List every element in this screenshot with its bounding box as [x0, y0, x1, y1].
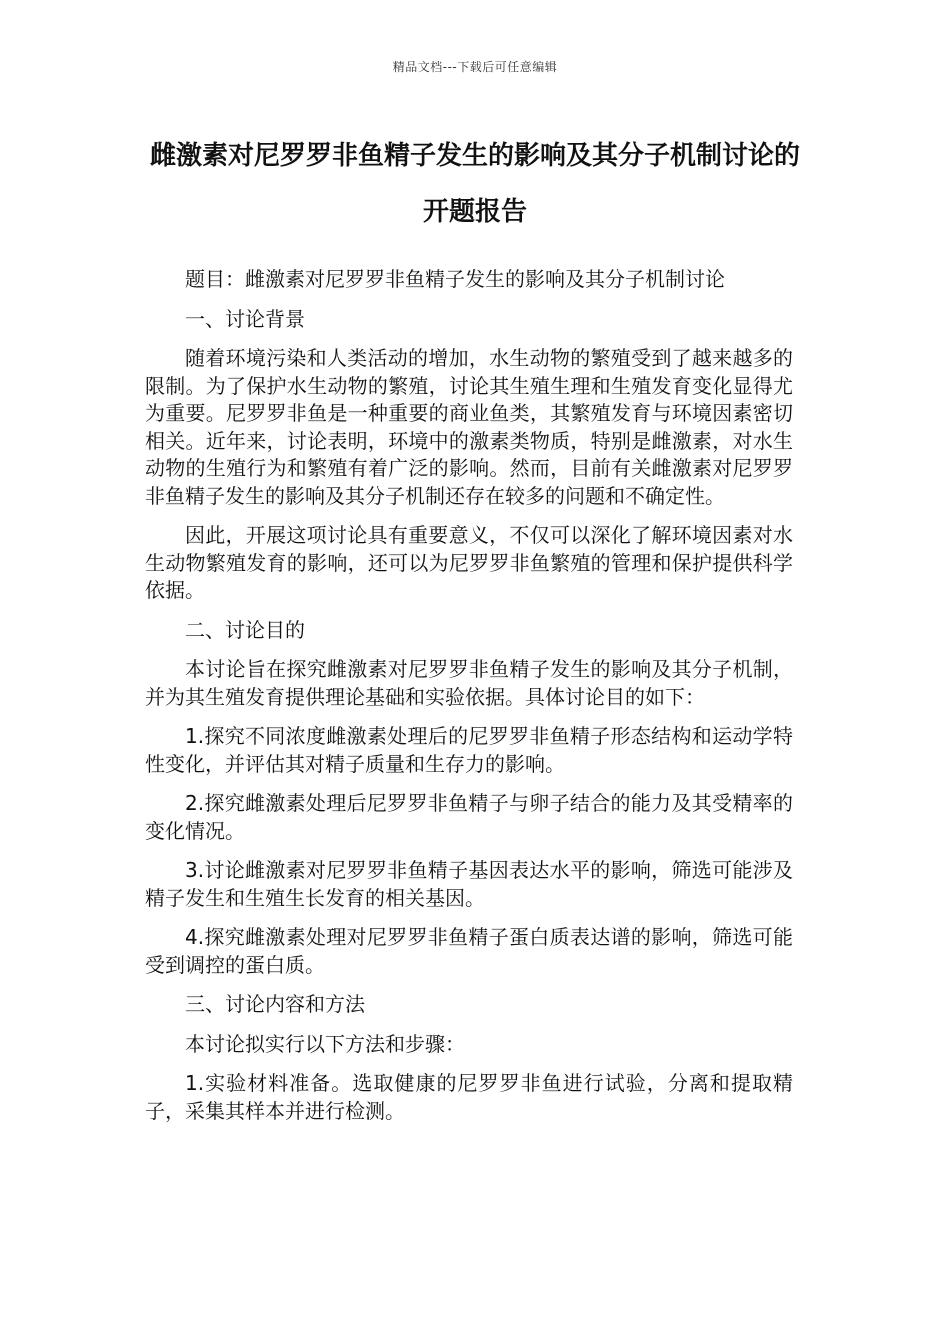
methods-item-1: 1.实验材料准备。选取健康的尼罗罗非鱼进行试验，分离和提取精子，采集其样本并进行检测。 [145, 1071, 793, 1123]
paragraph-methods-intro: 本讨论拟实行以下方法和步骤： [185, 1031, 465, 1056]
purpose-item-4: 4.探究雌激素处理对尼罗罗非鱼精子蛋白质表达谱的影响，筛选可能受到调控的蛋白质。 [145, 925, 793, 977]
topic-line: 题目：雌激素对尼罗罗非鱼精子发生的影响及其分子机制讨论 [185, 267, 725, 291]
paragraph-background-2: 因此，开展这项讨论具有重要意义，不仅可以深化了解环境因素对水生动物繁殖发育的影响，还可以为尼罗罗非鱼繁殖的管理和保护提供科学依据。 [145, 523, 793, 602]
section-heading-background: 一、讨论背景 [185, 306, 305, 331]
purpose-item-3: 3.讨论雌激素对尼罗罗非鱼精子基因表达水平的影响，筛选可能涉及精子发生和生殖生长发育的相关基因。 [145, 858, 793, 910]
paragraph-purpose-intro: 本讨论旨在探究雌激素对尼罗罗非鱼精子发生的影响及其分子机制，并为其生殖发育提供理论基础和实验依据。具体讨论目的如下： [145, 657, 793, 709]
header-note: 精品文档---下载后可任意编辑 [392, 60, 558, 74]
section-heading-purpose: 二、讨论目的 [185, 617, 305, 642]
purpose-item-2: 2.探究雌激素处理后尼罗罗非鱼精子与卵子结合的能力及其受精率的变化情况。 [145, 791, 793, 843]
paragraph-background-1: 随着环境污染和人类活动的增加，水生动物的繁殖受到了越来越多的限制。为了保护水生动物的繁殖，讨论其生殖生理和生殖发育变化显得尤为重要。尼罗罗非鱼是一种重要的商业鱼类，其繁殖发育与环境因素密切相关。近年来，讨论表明，环境中的激素类物质，特别是雌激素，对水生动物的生殖行为和繁殖有着广泛的影响。然而，目前有关雌激素对尼罗罗非鱼精子发生的影响及其分子机制还存在较多的问题和不确定性。 [145, 346, 793, 508]
document-body [145, 266, 793, 1137]
document-title: 雌激素对尼罗罗非鱼精子发生的影响及其分子机制讨论的开题报告 [149, 141, 800, 227]
section-heading-methods: 三、讨论内容和方法 [185, 992, 365, 1016]
purpose-item-1: 1.探究不同浓度雌激素处理后的尼罗罗非鱼精子形态结构和运动学特性变化，并评估其对精子质量和生存力的影响。 [145, 724, 793, 776]
